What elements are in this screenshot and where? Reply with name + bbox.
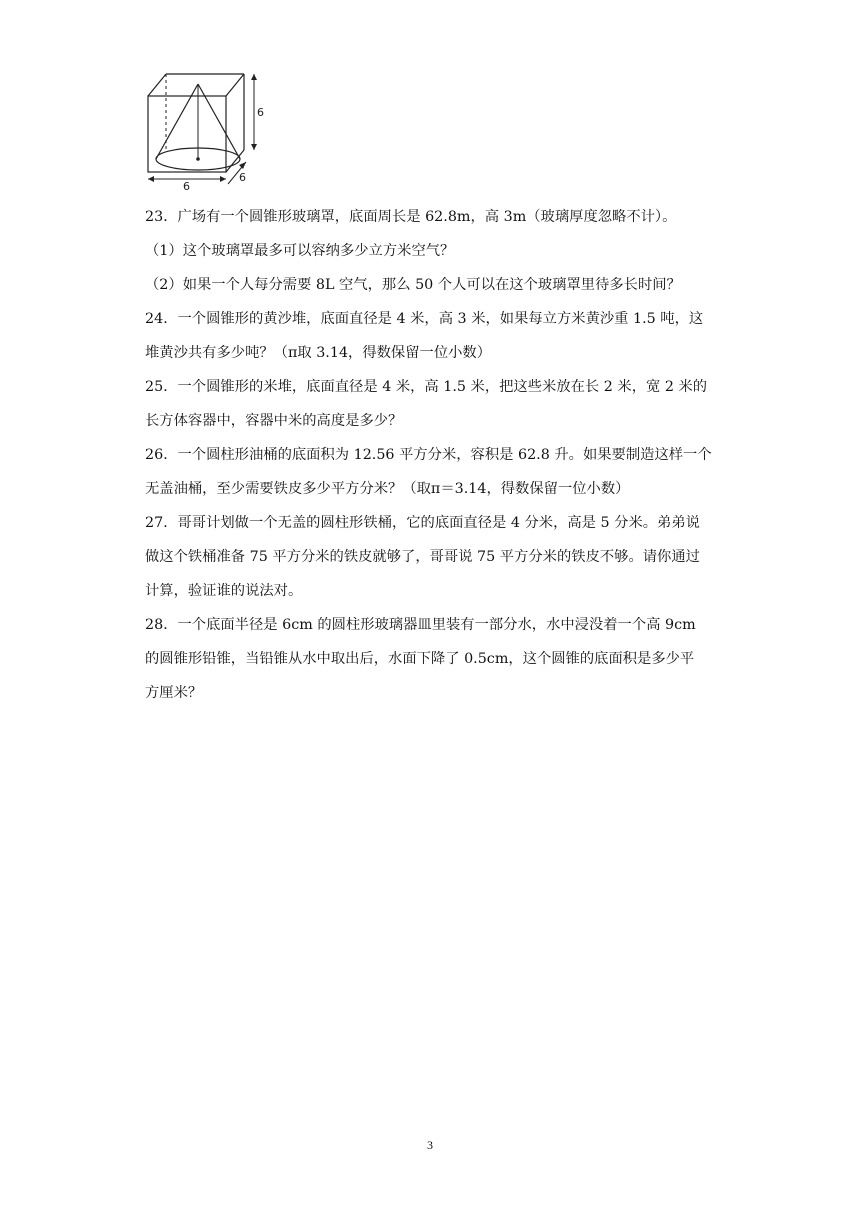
- cone-in-cube-figure: [140, 66, 268, 190]
- question-line: 28．一个底面半径是 6cm 的圆柱形玻璃器皿里装有一部分水，水中浸没着一个高 9cm: [145, 617, 696, 633]
- cone-in-cube-diagram: [140, 66, 268, 190]
- question-27: [145, 506, 720, 608]
- question-line: （1）这个玻璃罩最多可以容纳多少立方米空气？: [145, 243, 455, 259]
- question-line: 25．一个圆锥形的米堆，底面直径是 4 米，高 1.5 米，把这些米放在长 2 米，宽 2 米的: [145, 379, 708, 395]
- question-26: [145, 438, 720, 506]
- question-28: [145, 608, 720, 710]
- question-line: 无盖油桶，至少需要铁皮多少平方分米？（取π＝3.14，得数保留一位小数）: [145, 481, 630, 497]
- question-line: 26．一个圆柱形油桶的底面积为 12.56 平方分米，容积是 62.8 升。如果要制造这样一个: [145, 447, 712, 463]
- width-label: 6: [183, 180, 190, 190]
- question-line: 长方体容器中，容器中米的高度是多少？: [145, 413, 403, 429]
- height-label: 6: [257, 106, 264, 119]
- question-line: 做这个铁桶准备 75 平方分米的铁皮就够了，哥哥说 75 平方分米的铁皮不够。请你通过: [145, 549, 700, 565]
- page-number: 3: [427, 1138, 433, 1152]
- question-23-part-2: [145, 268, 720, 302]
- question-23-part-1: [145, 234, 720, 268]
- question-line: 24．一个圆锥形的黄沙堆，底面直径是 4 米，高 3 米，如果每立方米黄沙重 1.5 吨，这: [145, 311, 704, 327]
- question-line: 23．广场有一个圆锥形玻璃罩，底面周长是 62.8m，高 3m（玻璃厚度忽略不计）。: [145, 209, 677, 225]
- question-24: [145, 302, 720, 370]
- question-line: 计算，验证谁的说法对。: [145, 583, 303, 599]
- question-list: [145, 200, 720, 710]
- question-line: 27．哥哥计划做一个无盖的圆柱形铁桶，它的底面直径是 4 分米，高是 5 分米。弟弟说: [145, 515, 700, 531]
- question-line: （2）如果一个人每分需要 8L 空气，那么 50 个人可以在这个玻璃罩里待多长时间？: [145, 277, 681, 293]
- question-line: 堆黄沙共有多少吨？（π取 3.14，得数保留一位小数）: [145, 345, 492, 361]
- question-25: [145, 370, 720, 438]
- depth-label: 6: [239, 171, 246, 184]
- question-line: 方厘米？: [145, 685, 203, 701]
- question-23: [145, 200, 720, 234]
- question-line: 的圆锥形铅锥，当铅锥从水中取出后，水面下降了 0.5cm，这个圆锥的底面积是多少平: [145, 651, 695, 667]
